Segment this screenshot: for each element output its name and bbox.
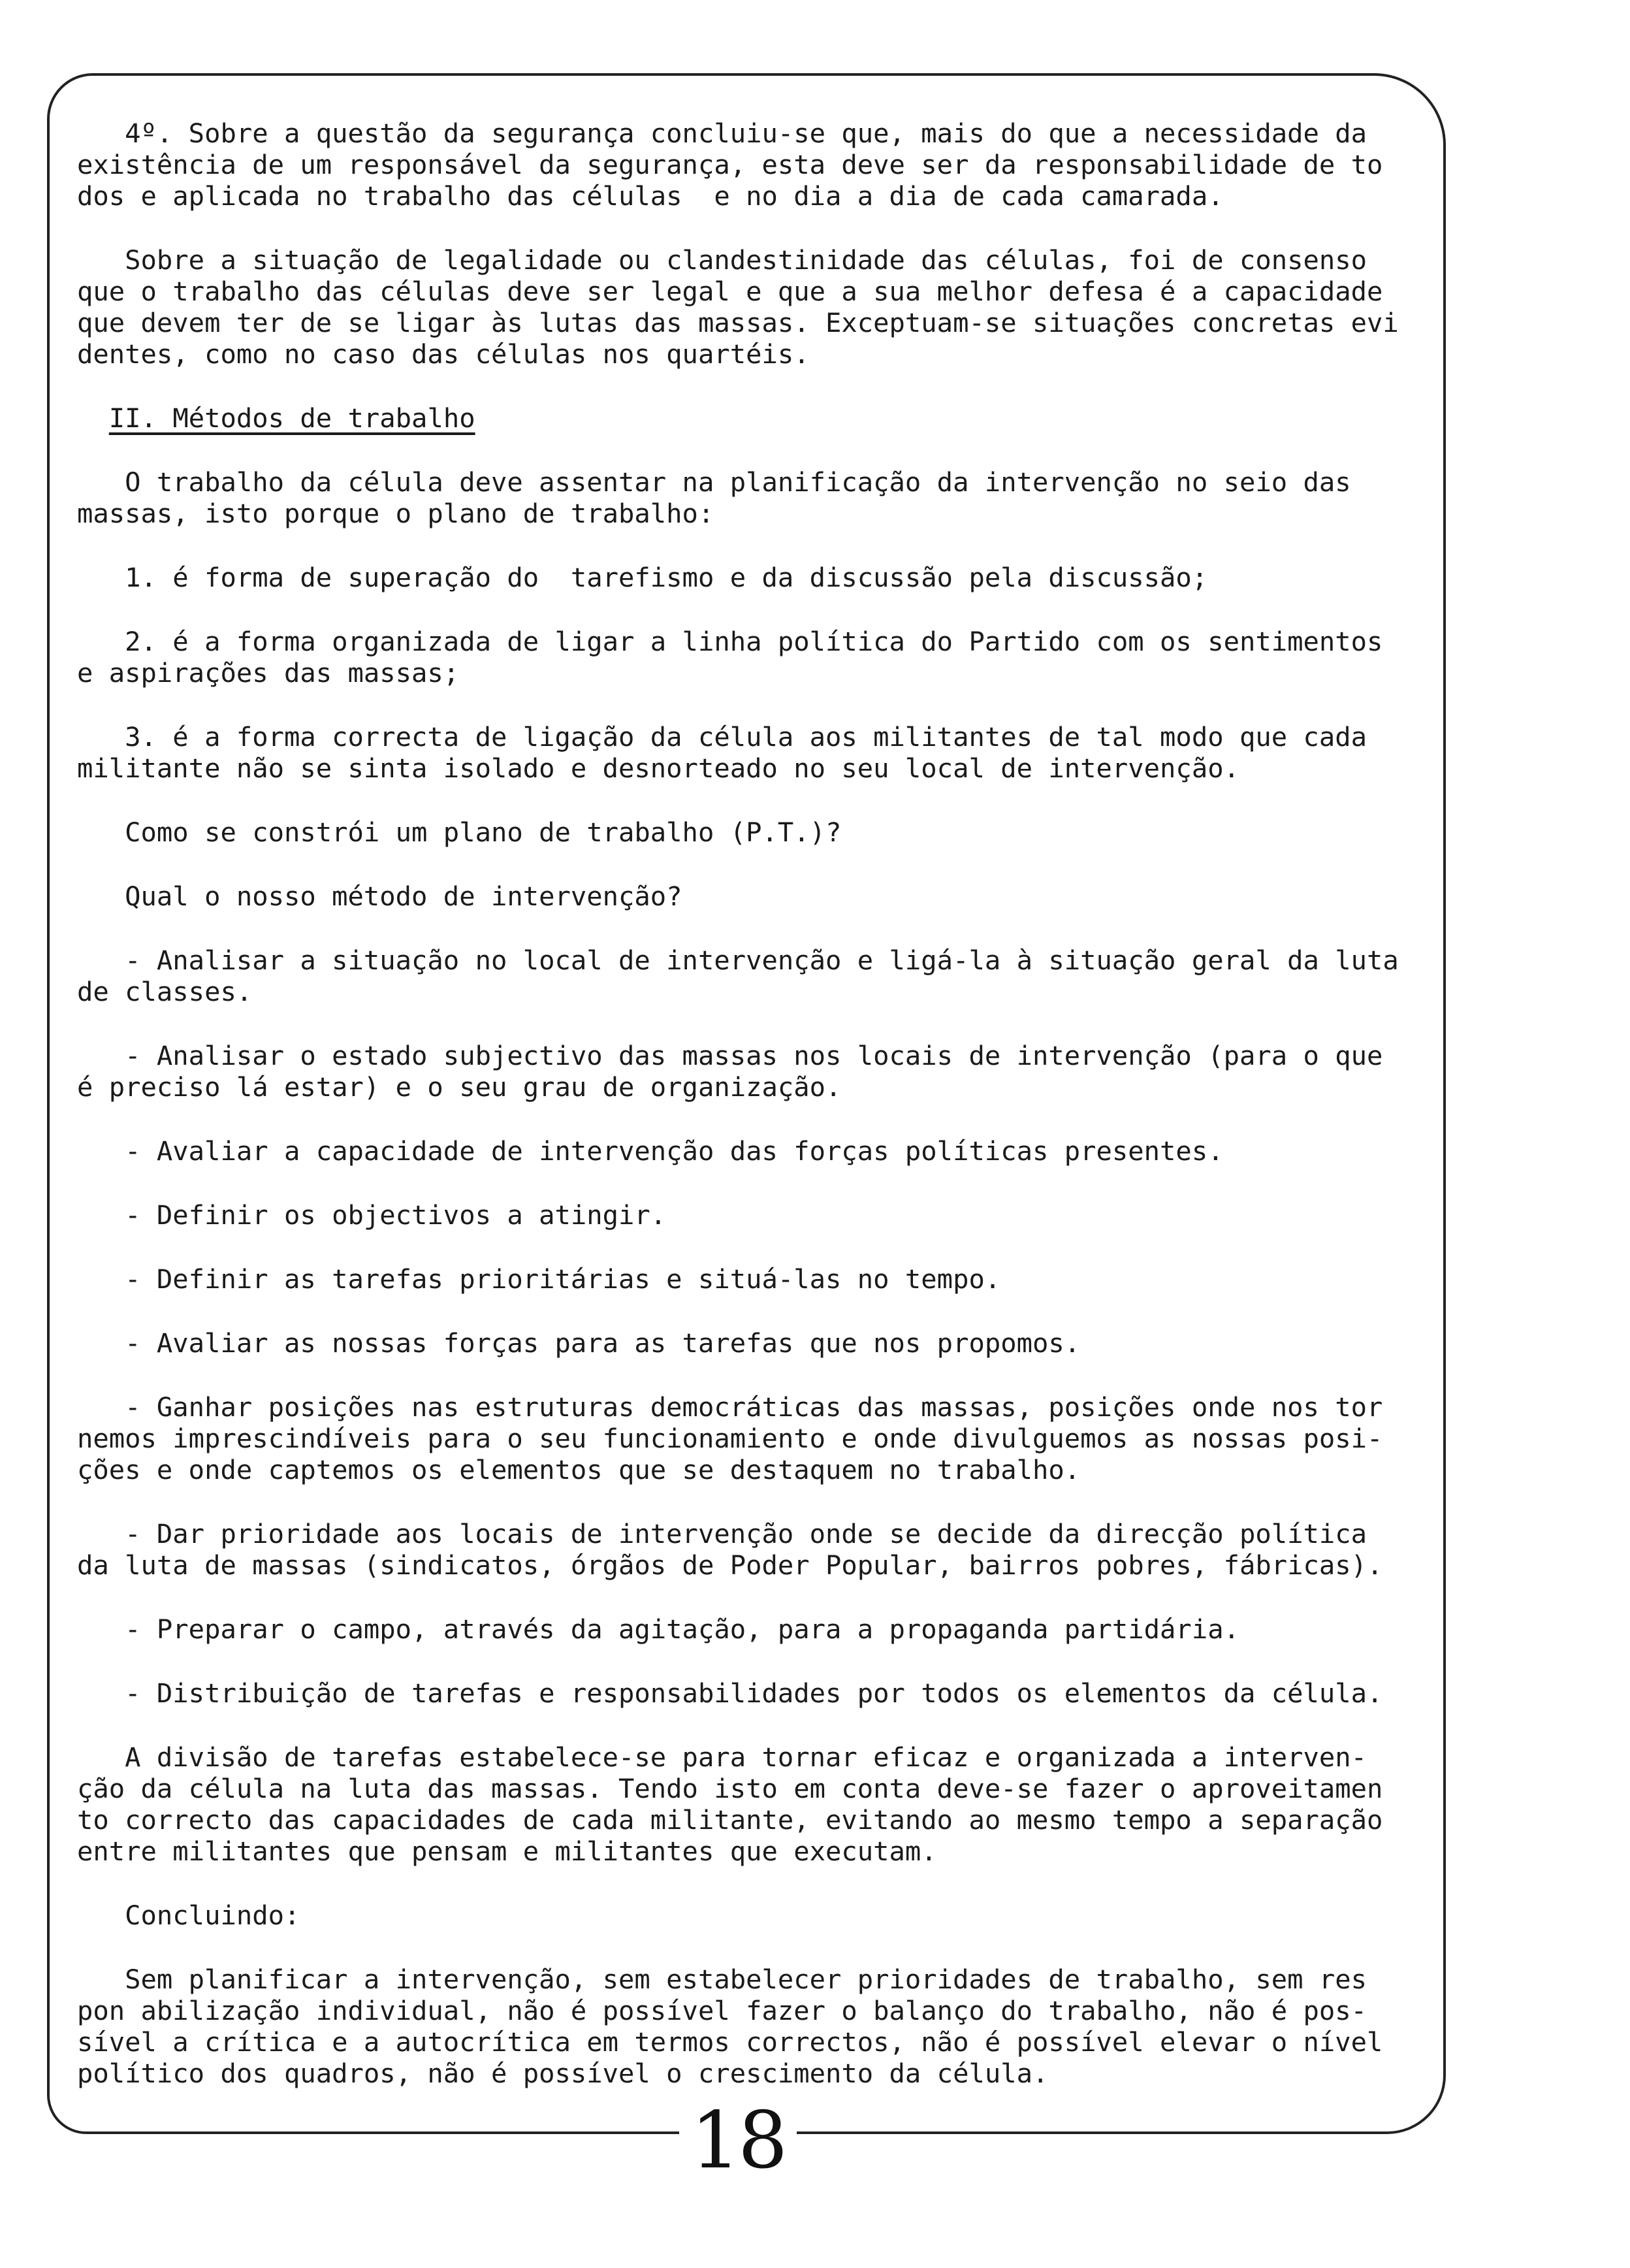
text-line: ção da célula na luta das massas. Tendo isto em conta deve-se fazer o aproveitamen <box>77 1773 1383 1804</box>
text-line: militante não se sinta isolado e desnorteado no seu local de intervenção. <box>77 753 1239 784</box>
text-line: que devem ter de se ligar às lutas das massas. Exceptuam-se situações concretas evi <box>77 307 1399 338</box>
text-line: to correcto das capacidades de cada militante, evitando ao mesmo tempo a separação <box>77 1804 1383 1836</box>
text-line: - Analisar o estado subjectivo das massas nos locais de intervenção (para o que <box>77 1040 1383 1071</box>
text-line: A divisão de tarefas estabelece-se para tornar eficaz e organizada a interven- <box>77 1742 1367 1773</box>
concluding-label: Concluindo: <box>77 1900 300 1931</box>
document-body <box>77 118 1422 2089</box>
text-line: nemos imprescindíveis para o seu funcionamiento e onde divulguemos as nossas posi- <box>77 1423 1383 1454</box>
text-line: dentes, como no caso das células nos quartéis. <box>77 338 810 370</box>
text-line: - Ganhar posições nas estruturas democráticas das massas, posições onde nos tor <box>77 1391 1383 1423</box>
text-line: - Avaliar as nossas forças para as tarefas que nos propomos. <box>77 1327 1081 1359</box>
method-item <box>77 1518 1422 1581</box>
method-item <box>77 1199 1422 1231</box>
text-line: é preciso lá estar) e o seu grau de organização. <box>77 1071 842 1103</box>
text-line: O trabalho da célula deve assentar na planificação da intervenção no seio das <box>77 466 1351 498</box>
text-line: que o trabalho das células deve ser legal e que a sua melhor defesa é a capacidade <box>77 276 1383 307</box>
question-line: Como se constrói um plano de trabalho (P.T.)? <box>77 817 842 848</box>
method-item <box>77 1613 1422 1645</box>
method-item <box>77 1135 1422 1167</box>
paragraph-division <box>77 1742 1422 1867</box>
paragraph-security <box>77 118 1422 212</box>
text-line: político dos quadros, não é possível o crescimento da célula. <box>77 2058 1049 2089</box>
text-line: 4º. Sobre a questão da segurança concluiu-se que, mais do que a necessidade da <box>77 118 1367 149</box>
text-line: massas, isto porque o plano de trabalho: <box>77 498 714 529</box>
text-line: existência de um responsável da segurança, esta deve ser da responsabilidade de to <box>77 149 1383 180</box>
method-item <box>77 945 1422 1007</box>
text-line: 3. é a forma correcta de ligação da célula aos militantes de tal modo que cada <box>77 721 1367 753</box>
page-number: 18 <box>679 2102 797 2180</box>
text-line: - Distribuição de tarefas e responsabilidades por todos os elementos da célula. <box>77 1677 1383 1709</box>
method-item <box>77 1677 1422 1709</box>
numbered-item <box>77 626 1422 688</box>
method-item <box>77 1327 1422 1359</box>
section-heading: II. Métodos de trabalho <box>108 402 475 434</box>
text-line: entre militantes que pensam e militantes que executam. <box>77 1836 937 1867</box>
text-line: Sobre a situação de legalidade ou clandestinidade das células, foi de consenso <box>77 244 1367 276</box>
text-line: - Definir as tarefas prioritárias e situá-las no tempo. <box>77 1263 1001 1295</box>
text-line: - Analisar a situação no local de intervenção e ligá-la à situação geral da luta <box>77 945 1399 976</box>
text-line: 2. é a forma organizada de ligar a linha política do Partido com os sentimentos <box>77 626 1383 657</box>
numbered-item <box>77 562 1422 593</box>
method-item <box>77 1040 1422 1103</box>
text-line: - Definir os objectivos a atingir. <box>77 1199 667 1231</box>
text-line: dos e aplicada no trabalho das células e no dia a dia de cada camarada. <box>77 180 1224 212</box>
method-item <box>77 1391 1422 1485</box>
text-line: pon abilização individual, não é possível fazer o balanço do trabalho, não é pos- <box>77 1995 1367 2026</box>
paragraph-legality <box>77 244 1422 370</box>
text-line: da luta de massas (sindicatos, órgãos de Poder Popular, bairros pobres, fábricas). <box>77 1549 1383 1581</box>
text-line: sível a crítica e a autocrítica em termos correctos, não é possível elevar o nível <box>77 2026 1383 2058</box>
text-line: e aspirações das massas; <box>77 657 460 688</box>
text-line: ções e onde captemos os elementos que se destaquem no trabalho. <box>77 1454 1081 1485</box>
method-item <box>77 1263 1422 1295</box>
text-line: de classes. <box>77 976 253 1007</box>
paragraph-intro <box>77 466 1422 529</box>
question-line: Qual o nosso método de intervenção? <box>77 881 682 912</box>
text-line: Sem planificar a intervenção, sem estabelecer prioridades de trabalho, sem res <box>77 1964 1367 1995</box>
text-line: - Dar prioridade aos locais de intervenção onde se decide da direcção política <box>77 1518 1367 1549</box>
text-line: - Preparar o campo, através da agitação, para a propaganda partidária. <box>77 1613 1239 1645</box>
text-line: 1. é forma de superação do tarefismo e da discussão pela discussão; <box>77 562 1208 593</box>
paragraph-conclusion <box>77 1964 1422 2089</box>
text-line: - Avaliar a capacidade de intervenção das forças políticas presentes. <box>77 1135 1224 1167</box>
numbered-item <box>77 721 1422 784</box>
